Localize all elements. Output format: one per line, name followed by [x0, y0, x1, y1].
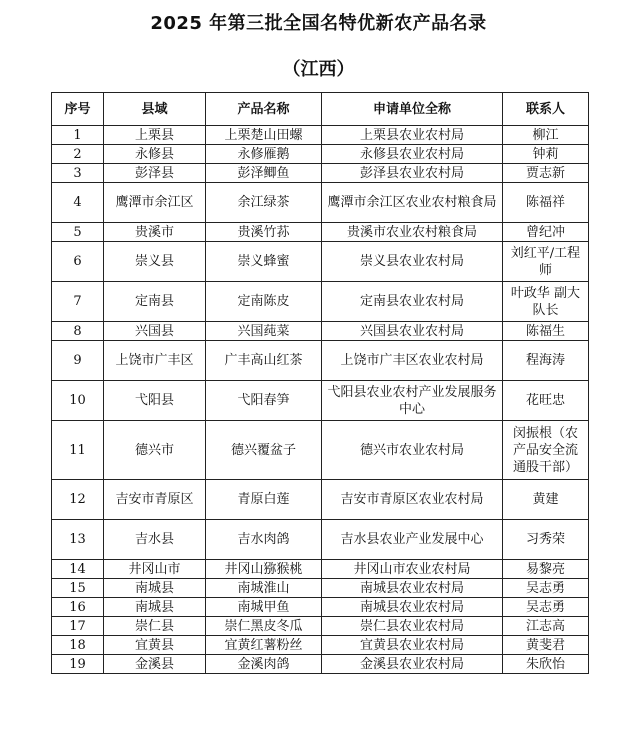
product-name-cell: 南城甲鱼 [206, 598, 322, 617]
table-row [52, 381, 589, 421]
product-name-cell: 南城淮山 [206, 579, 322, 598]
seq-cell: 12 [52, 480, 104, 520]
table-row [52, 223, 589, 242]
county-cell: 南城县 [104, 579, 206, 598]
product-name-cell: 崇仁黑皮冬瓜 [206, 617, 322, 636]
contact-cell: 程海涛 [503, 341, 589, 381]
county-cell: 上饶市广丰区 [104, 341, 206, 381]
seq-cell: 13 [52, 520, 104, 560]
county-cell: 贵溪市 [104, 223, 206, 242]
seq-cell: 1 [52, 126, 104, 145]
seq-cell: 7 [52, 282, 104, 322]
contact-cell: 钟莉 [503, 145, 589, 164]
table-row [52, 560, 589, 579]
applicant-cell: 兴国县农业农村局 [322, 322, 503, 341]
applicant-cell: 井冈山市农业农村局 [322, 560, 503, 579]
seq-cell: 5 [52, 223, 104, 242]
contact-cell: 闵振根（农产品安全流通股干部） [503, 421, 589, 480]
seq-cell: 14 [52, 560, 104, 579]
county-cell: 弋阳县 [104, 381, 206, 421]
applicant-cell: 德兴市农业农村局 [322, 421, 503, 480]
seq-cell: 19 [52, 655, 104, 674]
county-cell: 上栗县 [104, 126, 206, 145]
table-row [52, 598, 589, 617]
contact-header: 联系人 [503, 93, 589, 126]
product-name-cell: 上栗楚山田螺 [206, 126, 322, 145]
seq-cell: 3 [52, 164, 104, 183]
seq-cell: 15 [52, 579, 104, 598]
contact-cell: 吴志勇 [503, 598, 589, 617]
county-cell: 金溪县 [104, 655, 206, 674]
table-row [52, 242, 589, 282]
product-name-cell: 吉水肉鸽 [206, 520, 322, 560]
contact-cell: 花旺忠 [503, 381, 589, 421]
seq-cell: 11 [52, 421, 104, 480]
table-row [52, 126, 589, 145]
applicant-cell: 崇义县农业农村局 [322, 242, 503, 282]
header-row [52, 93, 589, 126]
contact-cell: 陈福生 [503, 322, 589, 341]
applicant-cell: 吉水县农业产业发展中心 [322, 520, 503, 560]
applicant-cell: 贵溪市农业农村粮食局 [322, 223, 503, 242]
contact-cell: 吴志勇 [503, 579, 589, 598]
applicant-cell: 金溪县农业农村局 [322, 655, 503, 674]
product-name-cell: 彭泽鲫鱼 [206, 164, 322, 183]
table-body [52, 126, 589, 674]
county-cell: 崇义县 [104, 242, 206, 282]
product-name-cell: 井冈山猕猴桃 [206, 560, 322, 579]
seq-cell: 4 [52, 183, 104, 223]
table-row [52, 579, 589, 598]
applicant-cell: 崇仁县农业农村局 [322, 617, 503, 636]
product-name-cell: 余江绿茶 [206, 183, 322, 223]
table-row [52, 164, 589, 183]
seq-cell: 9 [52, 341, 104, 381]
contact-cell: 易黎亮 [503, 560, 589, 579]
applicant-cell: 南城县农业农村局 [322, 579, 503, 598]
applicant-cell: 南城县农业农村局 [322, 598, 503, 617]
contact-cell: 叶政华 副大队长 [503, 282, 589, 322]
product-name-header: 产品名称 [206, 93, 322, 126]
product-name-cell: 金溪肉鸽 [206, 655, 322, 674]
applicant-cell: 吉安市青原区农业农村局 [322, 480, 503, 520]
county-header: 县域 [104, 93, 206, 126]
table-row [52, 183, 589, 223]
table-row [52, 341, 589, 381]
table-row [52, 480, 589, 520]
applicant-cell: 永修县农业农村局 [322, 145, 503, 164]
county-cell: 德兴市 [104, 421, 206, 480]
applicant-cell: 定南县农业农村局 [322, 282, 503, 322]
applicant-cell: 弋阳县农业农村产业发展服务中心 [322, 381, 503, 421]
contact-cell: 黄斐君 [503, 636, 589, 655]
table-row [52, 421, 589, 480]
county-cell: 井冈山市 [104, 560, 206, 579]
contact-cell: 江志高 [503, 617, 589, 636]
table-row [52, 617, 589, 636]
contact-cell: 刘红平/工程师 [503, 242, 589, 282]
table-row [52, 322, 589, 341]
table-row [52, 520, 589, 560]
county-cell: 吉安市青原区 [104, 480, 206, 520]
county-cell: 南城县 [104, 598, 206, 617]
contact-cell: 黄建 [503, 480, 589, 520]
product-name-cell: 广丰高山红茶 [206, 341, 322, 381]
document-subtitle: （江西） [282, 59, 355, 80]
contact-cell: 贾志新 [503, 164, 589, 183]
product-name-cell: 青原白莲 [206, 480, 322, 520]
product-name-cell: 崇义蜂蜜 [206, 242, 322, 282]
county-cell: 吉水县 [104, 520, 206, 560]
county-cell: 崇仁县 [104, 617, 206, 636]
product-name-cell: 宜黄红薯粉丝 [206, 636, 322, 655]
product-name-cell: 永修雁鹅 [206, 145, 322, 164]
contact-cell: 朱欣怡 [503, 655, 589, 674]
product-name-cell: 弋阳春笋 [206, 381, 322, 421]
seq-cell: 16 [52, 598, 104, 617]
county-cell: 鹰潭市余江区 [104, 183, 206, 223]
document-title: 2025 年第三批全国名特优新农产品名录 [150, 13, 487, 34]
table-header [52, 93, 589, 126]
product-name-cell: 定南陈皮 [206, 282, 322, 322]
product-name-cell: 贵溪竹荪 [206, 223, 322, 242]
applicant-cell: 宜黄县农业农村局 [322, 636, 503, 655]
seq-cell: 2 [52, 145, 104, 164]
applicant-cell: 鹰潭市余江区农业农村粮食局 [322, 183, 503, 223]
seq-header: 序号 [52, 93, 104, 126]
table-row [52, 655, 589, 674]
table-row [52, 145, 589, 164]
table-row [52, 636, 589, 655]
seq-cell: 18 [52, 636, 104, 655]
seq-cell: 6 [52, 242, 104, 282]
product-table [51, 92, 589, 674]
seq-cell: 10 [52, 381, 104, 421]
seq-cell: 17 [52, 617, 104, 636]
applicant-header: 申请单位全称 [322, 93, 503, 126]
county-cell: 永修县 [104, 145, 206, 164]
county-cell: 彭泽县 [104, 164, 206, 183]
contact-cell: 习秀荣 [503, 520, 589, 560]
applicant-cell: 上饶市广丰区农业农村局 [322, 341, 503, 381]
product-name-cell: 兴国莼菜 [206, 322, 322, 341]
contact-cell: 柳江 [503, 126, 589, 145]
product-name-cell: 德兴覆盆子 [206, 421, 322, 480]
applicant-cell: 上栗县农业农村局 [322, 126, 503, 145]
county-cell: 兴国县 [104, 322, 206, 341]
table-row [52, 282, 589, 322]
seq-cell: 8 [52, 322, 104, 341]
county-cell: 定南县 [104, 282, 206, 322]
county-cell: 宜黄县 [104, 636, 206, 655]
applicant-cell: 彭泽县农业农村局 [322, 164, 503, 183]
contact-cell: 陈福祥 [503, 183, 589, 223]
contact-cell: 曾纪冲 [503, 223, 589, 242]
